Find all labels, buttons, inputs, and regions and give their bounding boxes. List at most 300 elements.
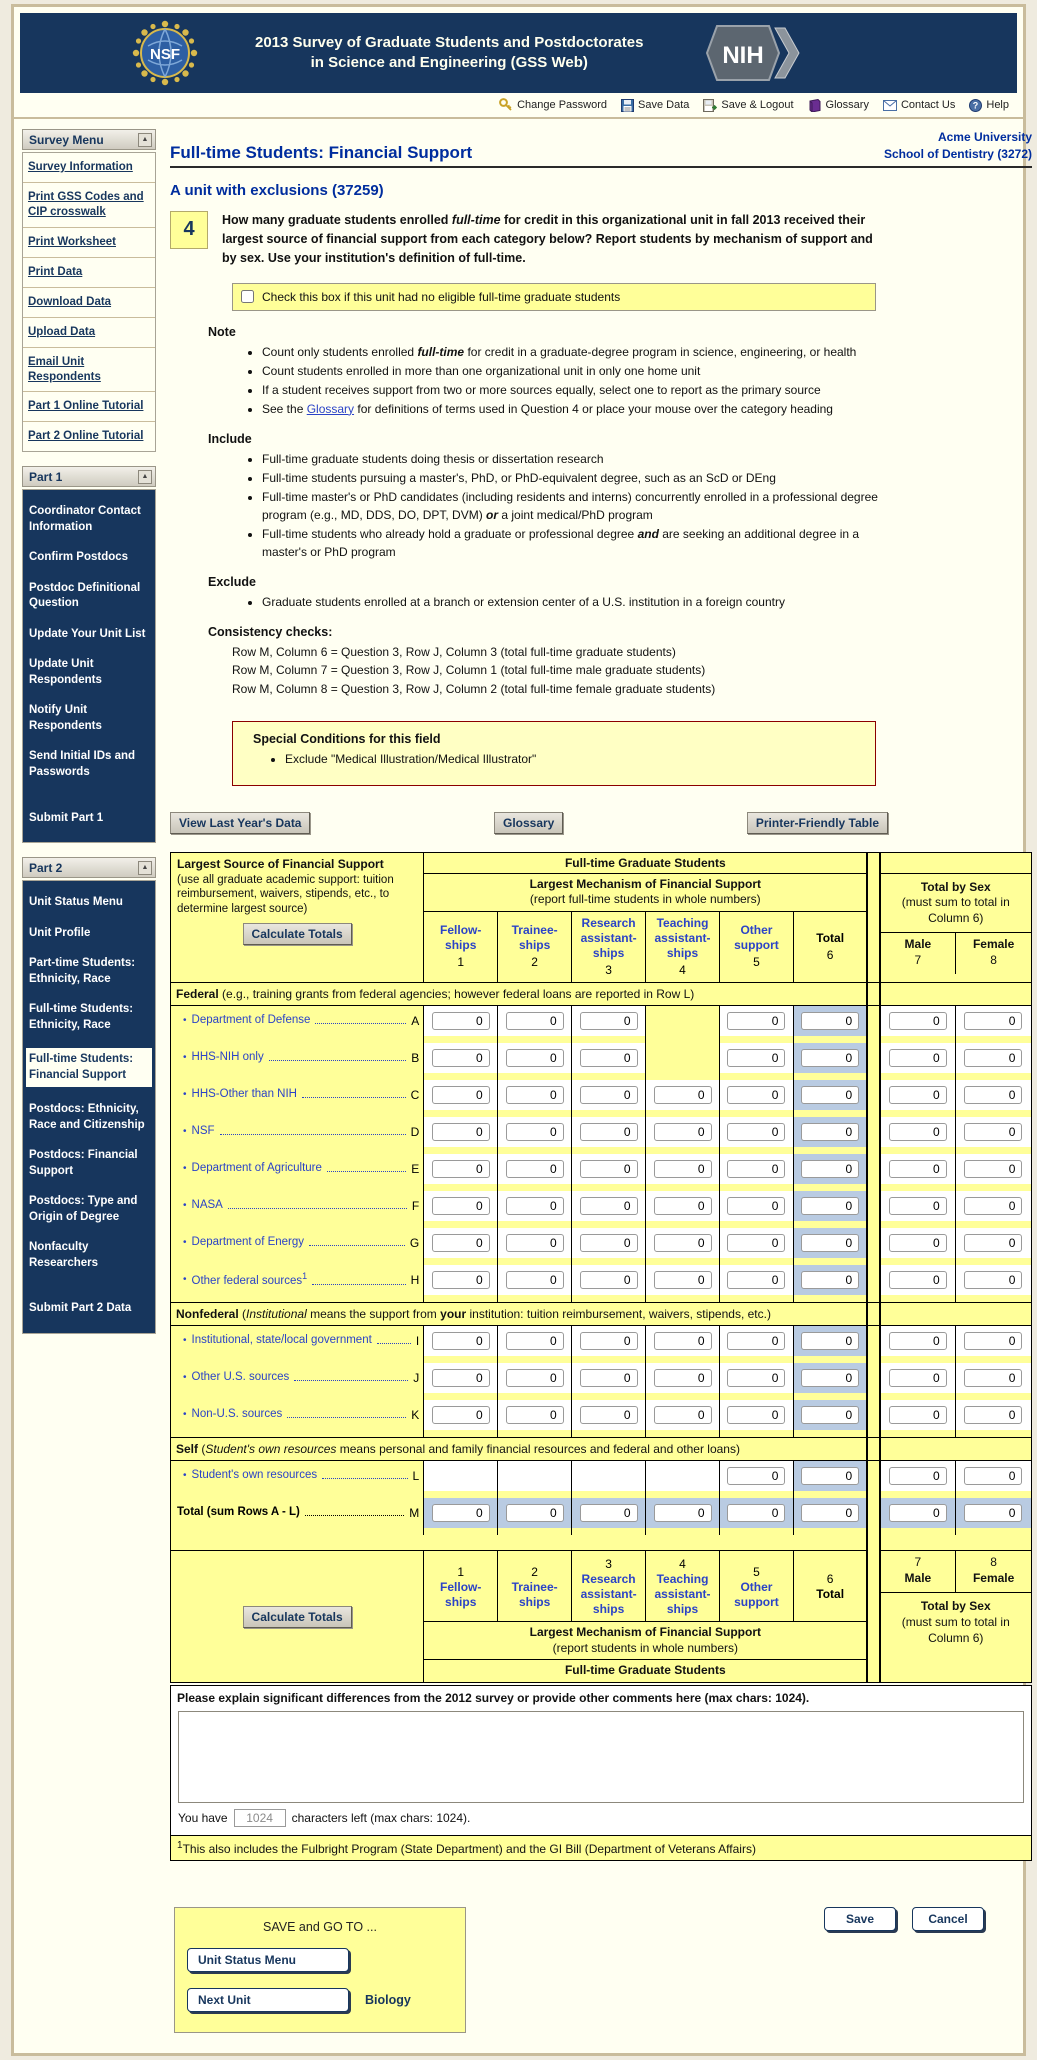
cancel-button[interactable]: Cancel [912,1907,984,1931]
text-segment: your [440,1306,467,1321]
column-name[interactable]: Teaching assistant- ships [654,915,711,960]
sidebar-item-postdocs-type-and-origin-of-degree[interactable]: Postdocs: Type and Origin of Degree [29,1195,138,1223]
cell-E-1 [424,1154,498,1191]
cell-input-L-7[interactable] [889,1467,947,1485]
cell-I-7 [880,1325,956,1363]
calculate-totals-button-top[interactable]: Calculate Totals [243,923,352,945]
cell-input-M-1[interactable] [432,1504,490,1522]
cell-input-I-6[interactable] [801,1332,859,1350]
cell-input-D-4[interactable] [654,1123,712,1141]
column-name[interactable]: Teaching assistant- ships [654,1572,711,1617]
cell-L-3 [572,1460,646,1498]
part1-header [22,466,156,487]
bullet-icon: • [183,1237,187,1249]
contact-us-link[interactable] [883,99,955,111]
cell-input-B-1[interactable] [432,1049,490,1067]
cell-input-F-8[interactable] [964,1197,1022,1215]
cell-input-K-1[interactable] [432,1406,490,1424]
text-segment: Nonfederal [176,1306,239,1321]
cell-input-D-7[interactable] [889,1123,947,1141]
cell-input-M-2[interactable] [506,1504,564,1522]
cell-input-F-7[interactable] [889,1197,947,1215]
row-label-text[interactable]: Non-U.S. sources [191,1407,283,1420]
cell-input-K-5[interactable] [727,1406,785,1424]
cell-input-A-7[interactable] [889,1012,947,1030]
cell-input-M-6[interactable] [801,1504,859,1522]
column-name[interactable]: Research assistant- ships [580,915,637,960]
sidebar-link-0[interactable]: Survey Information [28,161,133,173]
cell-input-B-5[interactable] [727,1049,785,1067]
row-label-text: Total (sum Rows A - L) [177,1505,300,1518]
section-sex-empty [880,1437,1032,1460]
char-counter [171,1807,1031,1835]
chars-left-field [234,1809,286,1827]
cell-D-7 [880,1117,956,1154]
table-corner-cell [171,852,424,982]
cell-input-A-6[interactable] [801,1012,859,1030]
cell-input-K-4[interactable] [654,1406,712,1424]
section-row-2 [171,1437,1032,1460]
cell-input-L-6[interactable] [801,1467,859,1485]
cell-input-A-1[interactable] [432,1012,490,1030]
unit-status-menu-button[interactable]: Unit Status Menu [187,1948,349,1972]
cell-H-2 [498,1265,572,1303]
row-label-text[interactable]: NASA [191,1198,223,1211]
sidebar-link-6[interactable]: Email Unit Respondents [28,355,101,383]
cell-input-H-1[interactable] [432,1271,490,1289]
sidebar-item-submit-part-2-data[interactable]: Submit Part 2 Data [29,1302,132,1315]
consistency-lines [232,643,888,699]
cell-input-J-5[interactable] [727,1369,785,1387]
column-name[interactable]: Trainee- ships [511,1579,558,1609]
column-name[interactable]: Trainee- ships [511,923,558,953]
total-by-sex-title: Total by Sex (must sum to total in Column 6) [881,874,1032,934]
cell-D-1 [424,1117,498,1154]
column-header-6 [793,911,867,982]
text-segment: Full-time master's or PhD candidates (including residents and interns) concurrently enrolled in a professional degree program (e.g., MD, DDS, DO, DPT, DVM) [262,489,878,522]
row-label-L [171,1460,424,1498]
row-M [171,1498,1032,1535]
cell-input-A-3[interactable] [580,1012,638,1030]
column-number: 4 [679,962,686,977]
survey-menu-item [23,153,155,183]
row-label-text[interactable]: Department of Defense [191,1013,311,1026]
cell-input-B-3[interactable] [580,1049,638,1067]
cell-E-4 [646,1154,720,1191]
part1-collapse-button[interactable]: ▲ [138,470,152,484]
cell-B-7 [880,1043,956,1080]
text-segment: means personal and family financial resources and federal and other loans) [336,1441,740,1456]
cell-J-1 [424,1363,498,1400]
sidebar-item-notify-unit-respondents[interactable]: Notify Unit Respondents [29,704,102,732]
cell-input-C-5[interactable] [727,1086,785,1104]
column-gap [867,1551,879,1622]
column-gap [867,911,879,982]
sidebar-link-2[interactable]: Print Worksheet [28,235,116,248]
cell-I-2 [498,1325,572,1363]
cell-J-2 [498,1363,572,1400]
view-last-year-button[interactable]: View Last Year's Data [170,812,310,834]
text-segment: Full-time graduate students doing thesis or dissertation research [262,451,604,466]
cell-input-E-6[interactable] [801,1160,859,1178]
footer-column-header-4 [646,1551,720,1622]
row-letter: F [411,1198,420,1213]
change-password-link[interactable] [499,98,607,112]
row-label-text[interactable]: Other federal sources$^1$ [191,1270,308,1287]
row-label-text[interactable]: HHS-Other than NIH [191,1087,297,1100]
cell-input-L-5[interactable] [727,1467,785,1485]
note-list [262,343,888,418]
cell-input-C-1[interactable] [432,1086,490,1104]
text-segment: full-time [451,212,501,227]
row-J [171,1363,1032,1400]
sidebar-item-full-time-students-ethnicity-race[interactable]: Full-time Students: Ethnicity, Race [29,1003,134,1031]
cell-L-7 [880,1460,956,1498]
cell-input-H-5[interactable] [727,1271,785,1289]
footer-column-header-6 [793,1551,867,1622]
cell-input-E-2[interactable] [506,1160,564,1178]
cell-C-6 [793,1080,867,1117]
cell-input-C-8[interactable] [964,1086,1022,1104]
comments-textarea[interactable] [178,1711,1024,1803]
cell-input-G-4[interactable] [654,1234,712,1252]
cell-input-M-8[interactable] [964,1504,1022,1522]
row-letter: M [409,1505,420,1520]
sidebar-link-3[interactable]: Print Data [28,265,83,278]
row-letter: G [409,1235,420,1250]
survey-menu-collapse-button[interactable]: ▲ [138,133,152,147]
cell-input-B-6[interactable] [801,1049,859,1067]
counter-suffix: characters left (max chars: 1024). [291,1810,471,1825]
contact-envelope-icon [883,100,897,111]
next-unit-button[interactable]: Next Unit [187,1988,349,2012]
cell-input-B-8[interactable] [964,1049,1022,1067]
cell-input-A-2[interactable] [506,1012,564,1030]
text-segment: Student's own resources [205,1441,337,1456]
glossary-button[interactable]: Glossary [494,812,563,834]
cell-input-C-3[interactable] [580,1086,638,1104]
contact-us-label: Contact Us [900,99,956,111]
cell-input-C-4[interactable] [654,1086,712,1104]
cell-input-F-2[interactable] [506,1197,564,1215]
table-footer-row [171,1551,1032,1622]
cell-K-5 [719,1400,793,1438]
cell-K-7 [880,1400,956,1438]
footer-column-header-2 [498,1551,572,1622]
sidebar-item-update-unit-respondents[interactable]: Update Unit Respondents [29,658,102,686]
cell-M-6 [793,1498,867,1535]
cell-input-H-2[interactable] [506,1271,564,1289]
cell-input-F-4[interactable] [654,1197,712,1215]
column-name[interactable]: Fellow- ships [440,1579,482,1609]
cell-input-I-4[interactable] [654,1332,712,1350]
cell-J-4 [646,1363,720,1400]
cell-input-M-4[interactable] [654,1504,712,1522]
cell-input-K-7[interactable] [889,1406,947,1424]
row-label-text[interactable]: Department of Energy [191,1235,305,1248]
cell-input-J-2[interactable] [506,1369,564,1387]
cell-input-K-3[interactable] [580,1406,638,1424]
cell-input-F-6[interactable] [801,1197,859,1215]
mechanism-header-sub: (report full-time students in whole numbers) [529,892,761,907]
row-C [171,1080,1032,1117]
sidebar-item-confirm-postdocs[interactable]: Confirm Postdocs [29,551,129,564]
column-header-2 [498,911,572,982]
column-name[interactable]: Research assistant- ships [580,1572,637,1617]
total-by-sex-title: Total by Sex (must sum to total in Column 6) [881,1592,1032,1656]
part2-header [22,857,156,878]
cell-input-M-5[interactable] [727,1504,785,1522]
cell-input-H-4[interactable] [654,1271,712,1289]
cell-input-J-6[interactable] [801,1369,859,1387]
part1-panel [22,489,156,843]
row-letter: C [410,1087,420,1102]
sidebar-item-unit-profile[interactable]: Unit Profile [29,926,91,939]
save-logout-link[interactable] [703,99,793,112]
cell-input-G-1[interactable] [432,1234,490,1252]
cell-K-8 [955,1400,1031,1438]
help-link[interactable] [969,99,1009,112]
cell-E-6 [793,1154,867,1191]
cell-input-E-4[interactable] [654,1160,712,1178]
save-data-link[interactable] [621,99,689,112]
cell-J-3 [572,1363,646,1400]
cell-A-1 [424,1005,498,1043]
row-label-text[interactable]: Student's own resources [191,1468,318,1481]
cell-F-6 [793,1191,867,1228]
sidebar-item-send-initial-ids-and-passwords[interactable]: Send Initial IDs and Passwords [29,750,136,778]
cell-H-6 [793,1265,867,1303]
text-segment: Exclude "Medical Illustration/Medical Illustrator" [285,751,537,766]
cell-input-B-7[interactable] [889,1049,947,1067]
row-label-text[interactable]: Department of Agriculture [191,1161,322,1174]
cell-K-3 [572,1400,646,1438]
row-label-B [171,1043,424,1080]
cell-B-8 [955,1043,1031,1080]
cell-E-8 [955,1154,1031,1191]
row-label-H [171,1265,424,1303]
column-number: 4 [679,1557,686,1572]
row-D [171,1117,1032,1154]
printer-friendly-button[interactable]: Printer-Friendly Table [747,812,888,834]
cell-input-I-1[interactable] [432,1332,490,1350]
row-label-text[interactable]: Other U.S. sources [191,1370,290,1383]
sidebar-link-5[interactable]: Upload Data [28,325,96,338]
column-name[interactable]: Fellow- ships [440,923,482,953]
note-heading: Note [208,324,236,339]
calculate-totals-button-bottom[interactable]: Calculate Totals [243,1606,352,1628]
column-number: 2 [531,1564,538,1579]
cell-input-K-2[interactable] [506,1406,564,1424]
cell-input-K-6[interactable] [801,1406,859,1424]
column-number: 5 [753,955,760,970]
question-text [222,211,888,269]
text-segment: and [637,526,659,541]
cell-input-J-7[interactable] [889,1369,947,1387]
cell-input-E-3[interactable] [580,1160,638,1178]
sidebar-item-submit-part-1[interactable]: Submit Part 1 [29,811,104,824]
section-sex-empty [880,982,1032,1005]
cell-input-I-2[interactable] [506,1332,564,1350]
fulltime-grad-students-header: Full-time Graduate Students [424,852,868,873]
sidebar-item-nonfaculty-researchers[interactable]: Nonfaculty Researchers [29,1241,99,1269]
text-segment: are seeking an additional degree in a master's or PhD program [262,526,860,559]
cell-L-8 [955,1460,1031,1498]
column-name[interactable]: Other support [734,1579,779,1609]
footer [170,1907,1032,2033]
cell-input-F-3[interactable] [580,1197,638,1215]
cell-input-G-3[interactable] [580,1234,638,1252]
text-segment: full-time [417,344,465,359]
row-B [171,1043,1032,1080]
sidebar-item-coordinator-contact-information[interactable]: Coordinator Contact Information [29,505,141,533]
glossary-book-icon [808,99,822,112]
cell-input-D-3[interactable] [580,1123,638,1141]
cell-input-M-3[interactable] [580,1504,638,1522]
glossary-link[interactable]: Glossary [306,401,355,416]
column-number: 6 [826,1572,834,1587]
dotted-leader [269,1060,406,1061]
cell-G-4 [646,1228,720,1265]
counter-prefix: You have [178,1810,228,1825]
total-by-sex-header [880,873,1032,982]
toolbar [14,93,1023,119]
sidebar-link-7[interactable]: Part 1 Online Tutorial [28,400,144,413]
footnote-text: This also includes the Fulbright Program (State Department) and the GI Bill (Department of Veterans Affairs) [182,1841,756,1856]
cell-input-G-7[interactable] [889,1234,947,1252]
save-button[interactable]: Save [824,1907,896,1931]
sidebar-item-postdocs-financial-support[interactable]: Postdocs: Financial Support [29,1149,138,1177]
cell-input-D-8[interactable] [964,1123,1022,1141]
text-segment: How many graduate students enrolled [222,212,452,227]
dotted-leader [305,1515,404,1516]
cell-input-D-6[interactable] [801,1123,859,1141]
app-title-line1: 2013 Survey of Graduate Students and Postdoctorates [255,33,644,51]
cell-input-J-3[interactable] [580,1369,638,1387]
cell-C-2 [498,1080,572,1117]
cell-input-H-3[interactable] [580,1271,638,1289]
cell-input-H-6[interactable] [801,1271,859,1289]
next-unit-name: Biology [365,1992,411,2007]
footnote [170,1836,1032,1861]
cell-input-C-6[interactable] [801,1086,859,1104]
bullet-item [262,381,888,399]
bullet-item [262,400,888,418]
cell-input-F-1[interactable] [432,1197,490,1215]
svg-text:NSF: NSF [150,46,180,63]
row-letter: K [411,1407,420,1422]
row-label-A [171,1005,424,1043]
cell-input-H-8[interactable] [964,1271,1022,1289]
sidebar-link-8[interactable]: Part 2 Online Tutorial [28,430,144,443]
cell-input-G-2[interactable] [506,1234,564,1252]
cell-input-H-7[interactable] [889,1271,947,1289]
cell-B-6 [793,1043,867,1080]
cell-input-D-5[interactable] [727,1123,785,1141]
cell-K-2 [498,1400,572,1438]
sidebar-link-1[interactable]: Print GSS Codes and CIP crosswalk [28,190,144,218]
column-name[interactable]: Other support [734,923,779,953]
text-segment: for credit in this organizational unit in fall 2013 received their largest source of financial support from each category below? Report students by mechanism of support and by sex. Use your institution's definition of full-time. [222,212,873,266]
cell-input-J-1[interactable] [432,1369,490,1387]
sidebar-item-part-time-students-ethnicity-race[interactable]: Part-time Students: Ethnicity, Race [29,957,136,985]
column-gap [867,1437,879,1460]
cell-input-G-6[interactable] [801,1234,859,1252]
cell-input-L-8[interactable] [964,1467,1022,1485]
no-eligible-students-checkbox[interactable] [241,290,254,303]
cell-input-A-5[interactable] [727,1012,785,1030]
cell-input-I-8[interactable] [964,1332,1022,1350]
row-label-text[interactable]: NSF [191,1124,215,1137]
sidebar-item-full-time-students-financial-support[interactable]: Full-time Students: Financial Support [26,1048,152,1087]
sidebar-item-postdocs-ethnicity-race-and-citizenship[interactable]: Postdocs: Ethnicity, Race and Citizenship [29,1103,145,1131]
cell-input-K-8[interactable] [964,1406,1022,1424]
cell-input-B-2[interactable] [506,1049,564,1067]
row-label-text[interactable]: HHS-NIH only [191,1050,264,1063]
cell-input-M-7[interactable] [889,1504,947,1522]
glossary-link-toolbar[interactable] [808,99,869,112]
dotted-leader [220,1134,406,1135]
cell-input-I-3[interactable] [580,1332,638,1350]
sex-empty-header [880,852,1032,873]
dotted-leader [302,1097,406,1098]
sidebar-item-update-your-unit-list[interactable]: Update Your Unit List [29,627,146,640]
cell-input-D-1[interactable] [432,1123,490,1141]
dotted-leader [327,1171,406,1172]
cell-input-E-8[interactable] [964,1160,1022,1178]
cell-input-E-7[interactable] [889,1160,947,1178]
cell-M-5 [719,1498,793,1535]
cell-input-E-5[interactable] [727,1160,785,1178]
cell-input-G-8[interactable] [964,1234,1022,1252]
sidebar-link-4[interactable]: Download Data [28,295,112,308]
column-gap [867,1043,879,1080]
sidebar-item-postdoc-definitional-question[interactable]: Postdoc Definitional Question [29,581,141,610]
cell-H-8 [955,1265,1031,1303]
cell-input-E-1[interactable] [432,1160,490,1178]
special-conditions-box [232,721,876,786]
sidebar-item-unit-status-menu[interactable]: Unit Status Menu [29,896,123,909]
column-gap [867,982,879,1005]
bullet-icon: • [183,1052,187,1064]
column-name: Total [816,1587,845,1602]
institution-block [884,129,1032,163]
cell-input-C-7[interactable] [889,1086,947,1104]
financial-support-table [170,852,1032,1683]
text-segment: ( [238,1306,247,1321]
cell-input-A-8[interactable] [964,1012,1022,1030]
row-letter: D [410,1124,420,1139]
cell-input-J-4[interactable] [654,1369,712,1387]
text-segment: Full-time students who already hold a graduate or professional degree [262,526,638,541]
row-label-text[interactable]: Institutional, state/local government [191,1333,372,1346]
cell-A-4 [646,1005,720,1043]
part2-collapse-button[interactable]: ▲ [138,861,152,875]
survey-menu-item [23,258,155,288]
cell-input-I-7[interactable] [889,1332,947,1350]
footer-total-by-sex-header [880,1551,1032,1683]
bullet-item [262,469,888,487]
cell-B-5 [719,1043,793,1080]
cell-input-C-2[interactable] [506,1086,564,1104]
row-label-D [171,1117,424,1154]
survey-menu-item [23,183,155,228]
cell-input-I-5[interactable] [727,1332,785,1350]
cell-input-F-5[interactable] [727,1197,785,1215]
cell-input-G-5[interactable] [727,1234,785,1252]
cell-input-D-2[interactable] [506,1123,564,1141]
cell-input-J-8[interactable] [964,1369,1022,1387]
